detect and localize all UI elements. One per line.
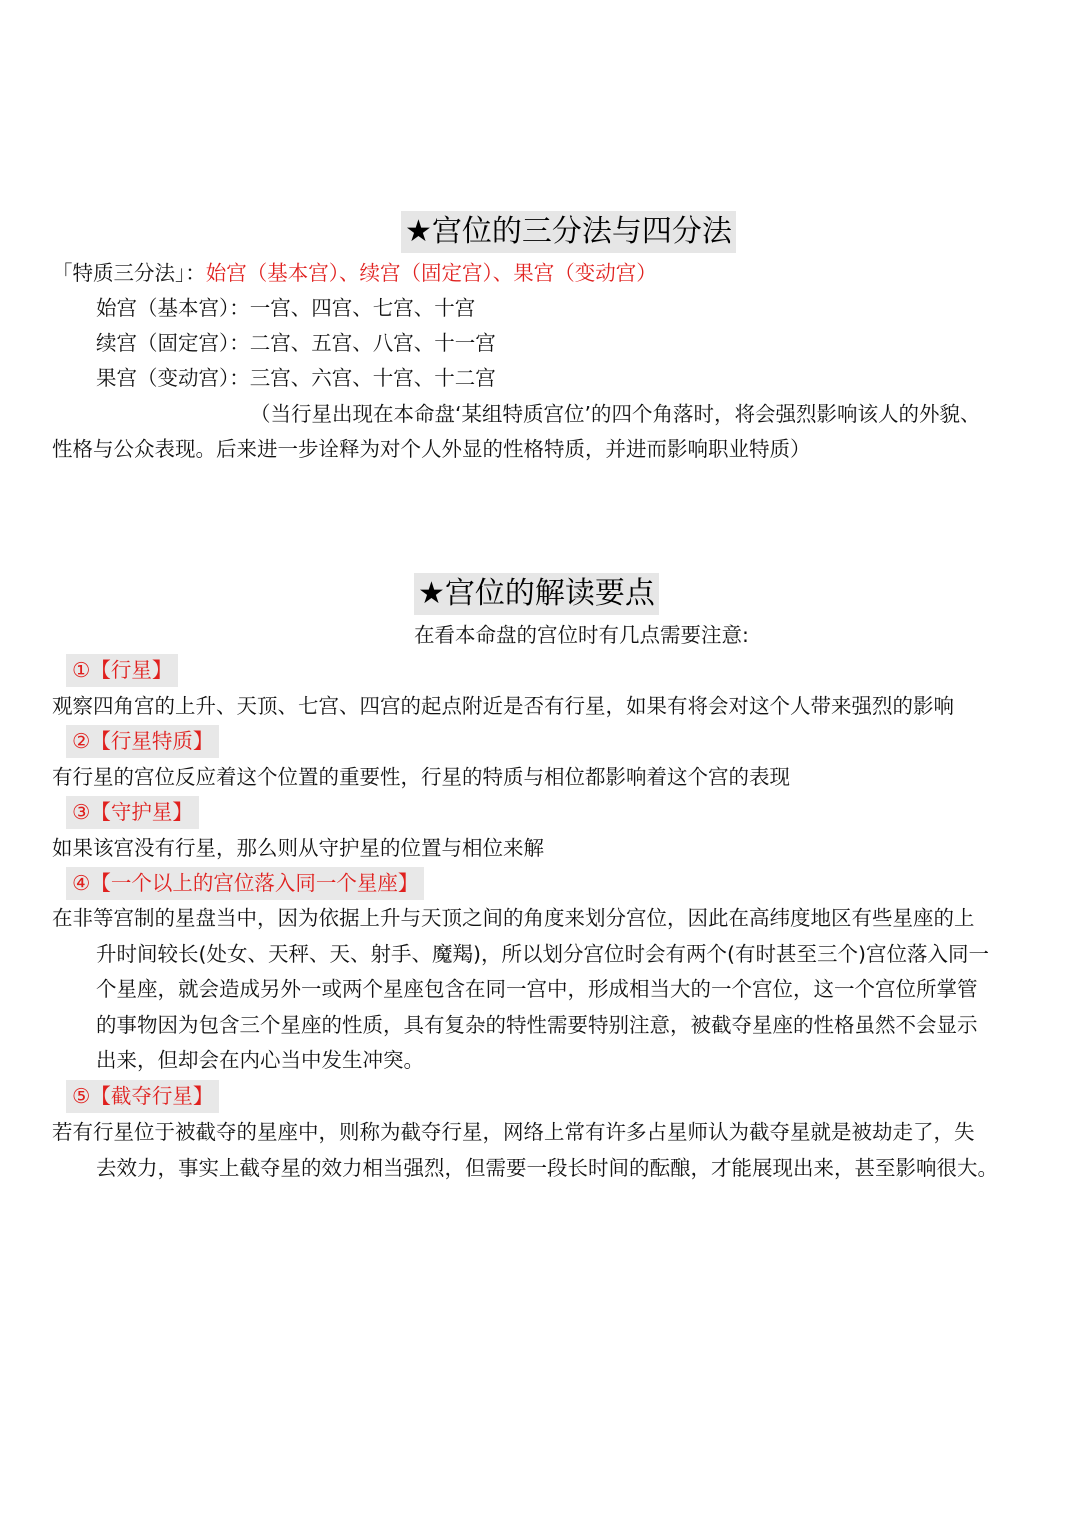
paragraph-line: 在非等宫制的星盘当中，因为依据上升与天顶之间的角度来划分宫位，因此在高纬度地区有些星座的上 [52,906,975,930]
point-label-planet-traits: ②【行星特质】 [66,725,219,758]
point-label-multi-house: ④【一个以上的宫位落入同一个星座】 [66,867,424,900]
paragraph-line: 升时间较长(处女、天秤、天、射手、魔羯)，所以划分宫位时会有两个(有时甚至三个)宫位落入同一 [96,941,989,966]
intro-label: 「特质三分法」： [52,261,206,285]
paragraph-line: 若有行星位于被截夺的星座中，则称为截夺行星，网络上常有许多占星师认为截夺星就是被劫走了，失 [52,1120,975,1144]
section1-title: ★宫位的三分法与四分法 [401,211,736,253]
house-row-fixed: 续宫（固定宫）：二宫、五宫、八宫、十一宫 [96,331,496,355]
point-text-ruler: 如果该宫没有行星，那么则从守护星的位置与相位来解 [52,836,544,860]
section1-intro [52,256,657,291]
paragraph-line: 去效力，事实上截夺星的效力相当强烈，但需要一段长时间的酝酿，才能展现出来，甚至影响很大。 [96,1155,998,1180]
paragraph-line: 个星座，就会造成另外一或两个星座包含在同一宫中，形成相当大的一个宫位，这一个宫位所掌管 [96,977,978,1001]
section2-subtitle: 在看本命盘的宫位时有几点需要注意: [414,623,749,647]
point-label-ruler: ③【守护星】 [66,796,199,829]
point-text-planet-traits: 有行星的宫位反应着这个位置的重要性，行星的特质与相位都影响着这个宫的表现 [52,765,790,789]
paragraph-line: 的事物因为包含三个星座的性质，具有复杂的特性需要特别注意，被截夺星座的性格虽然不会显示 [96,1012,978,1037]
section1-note-line2: 性格与公众表现。后来进一步诠释为对个人外显的性格特质，并进而影响职业特质） [52,437,811,461]
section1-note-line1: （当行星出现在本命盘‘某组特质宫位’的四个角落时，将会强烈影响该人的外貌、 [250,402,981,426]
house-row-cardinal: 始宫（基本宫）：一宫、四宫、七宫、十宫 [96,296,476,320]
paragraph-line: 出来，但却会在内心当中发生冲突。 [96,1048,424,1072]
point-text-multi-house [52,901,1052,1079]
point-label-planet: ①【行星】 [66,654,178,687]
section2-title: ★宫位的解读要点 [414,573,659,615]
point-text-planet: 观察四角宫的上升、天顶、七宫、四宫的起点附近是否有行星，如果有将会对这个人带来强烈的影响 [52,694,954,718]
point-text-intercepted [52,1115,1052,1186]
intro-items: 始宫（基本宫）、续宫（固定宫）、果宫（变动宫） [205,261,657,285]
point-label-intercepted: ⑤【截夺行星】 [66,1080,219,1113]
house-row-mutable: 果宫（变动宫）：三宫、六宫、十宫、十二宫 [96,366,496,390]
